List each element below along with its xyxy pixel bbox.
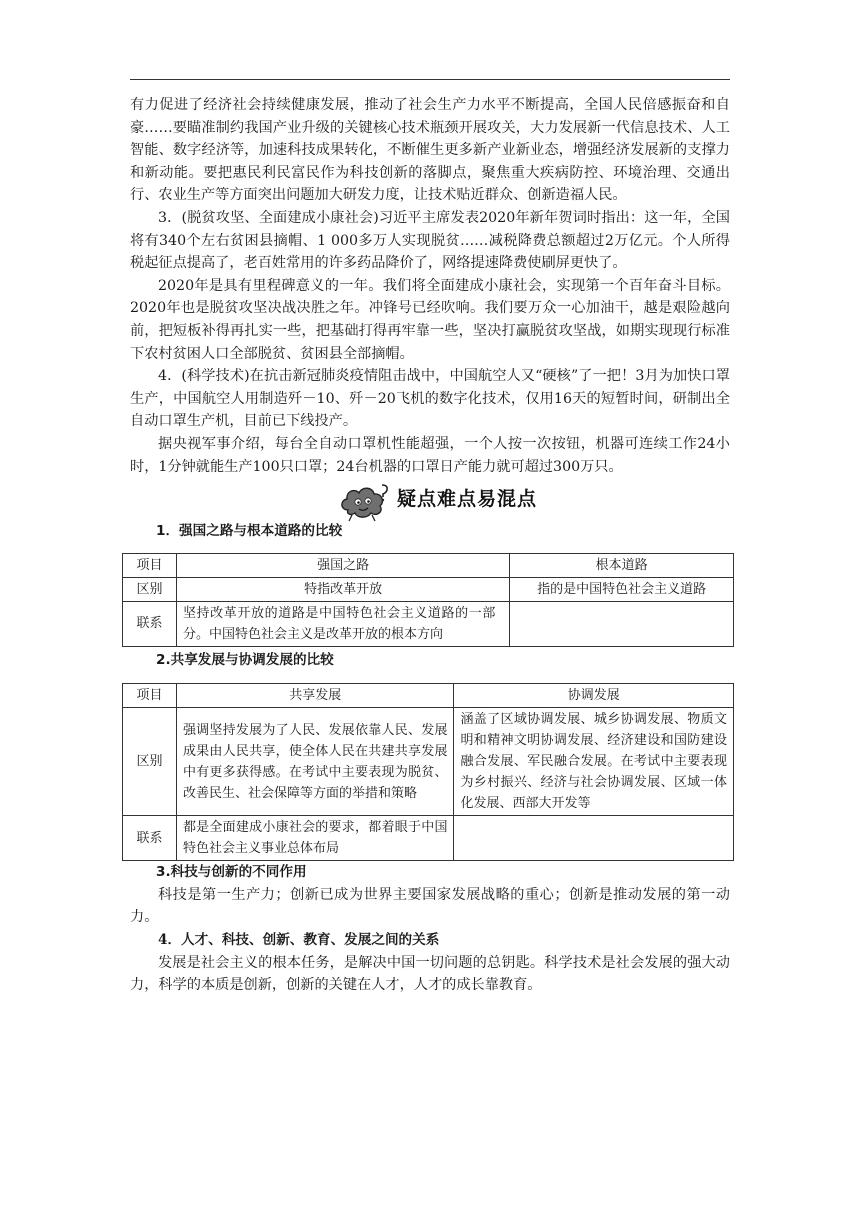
section-1-heading: 1．强国之路与根本道路的比较 [156, 523, 343, 540]
intro-paragraph: 有力促进了经济社会持续健康发展，推动了社会生产力水平不断提高，全国人民倍感振奋和自豪……要瞄准制约我国产业升级的关键核心技术瓶颈开展攻关，大力发展新一代信息技术、人工智能、数字经济等，加速科技成果转化，不断催生更多新产业新业态，增强经济发展新的支撑力和新动能。要把惠民利民富民作为科技创新的落脚点，聚焦重大疾病防控、环境治理、交通出行、农业生产等方面突出问题加大研发力度，让技术贴近群众、创新造福人民。 [130, 97, 730, 204]
comparison-table-1 [122, 553, 734, 647]
table-cell: 区别 [123, 708, 177, 816]
table-cell: 强调坚持发展为了人民、发展依靠人民、发展成果由人民共享，使全体人民在共建共享发展中有更多获得感。在考试中主要表现为脱贫、改善民生、社会保障等方面的举措和策略 [176, 708, 454, 816]
table-header-cell: 项目 [123, 684, 177, 708]
table-row [123, 577, 734, 601]
table-header-cell: 共享发展 [176, 684, 454, 708]
table-cell: 指的是中国特色社会主义道路 [510, 577, 734, 601]
table-cell: 都是全面建成小康社会的要求，都着眼于中国特色社会主义事业总体布局 [176, 816, 454, 861]
comparison-table-2 [122, 683, 734, 861]
table-cell [510, 601, 734, 646]
section-2-heading: 2.共享发展与协调发展的比较 [156, 651, 334, 668]
table-cell [454, 816, 734, 861]
table-header-cell: 根本道路 [510, 553, 734, 577]
table-header-cell: 协调发展 [454, 684, 734, 708]
item-3-paragraph: 3．(脱贫攻坚、全面建成小康社会)习近平主席发表2020年新年贺词时指出：这一年，全国将有340个左右贫困县摘帽、1 000多万人实现脱贫……减税降费总额超过2万亿元。个人所得税起征点提高了，老百姓常用的许多药品降价了，网络提速降费使刷屏更快了。 [130, 209, 730, 272]
table-cell: 坚持改革开放的道路是中国特色社会主义道路的一部分。中国特色社会主义是改革开放的根本方向 [176, 601, 509, 646]
section-3-heading: 3.科技与创新的不同作用 [156, 864, 307, 881]
header-rule [130, 79, 730, 80]
thinking-cloud-icon [338, 482, 390, 522]
table-cell: 联系 [123, 601, 177, 646]
table-header-cell: 项目 [123, 553, 177, 577]
table-row [123, 684, 734, 708]
section-3-text: 科技是第一生产力；创新已成为世界主要国家发展战略的重心；创新是推动发展的第一动力。 [130, 886, 730, 926]
section-4-text: 发展是社会主义的根本任务，是解决中国一切问题的总钥匙。科学技术是社会发展的强大动力，科学的本质是创新，创新的关键在人才，人才的成长靠教育。 [130, 954, 730, 994]
table-row [123, 553, 734, 577]
table-row [123, 708, 734, 816]
table-cell: 特指改革开放 [176, 577, 509, 601]
table-row [123, 601, 734, 646]
table-cell: 涵盖了区域协调发展、城乡协调发展、物质文明和精神文明协调发展、经济建设和国防建设融合发展、军民融合发展。在考试中主要表现为乡村振兴、经济与社会协调发展、区域一体化发展、西部大开发等 [454, 708, 734, 816]
table-row [123, 816, 734, 861]
item-4-paragraph-2: 据央视军事介绍，每台全自动口罩机性能超强，一个人按一次按钮，机器可连续工作24小时，1分钟就能生产100只口罩；24台机器的口罩日产能力就可超过300万只。 [130, 435, 730, 475]
page-body [130, 94, 730, 997]
section-banner [130, 484, 730, 518]
table-cell: 区别 [123, 577, 177, 601]
section-4-heading: 4．人才、科技、创新、教育、发展之间的关系 [158, 932, 440, 949]
table-header-cell: 强国之路 [176, 553, 509, 577]
banner-title: 疑点难点易混点 [397, 488, 538, 511]
table-cell: 联系 [123, 816, 177, 861]
item-4-paragraph: 4．(科学技术)在抗击新冠肺炎疫情阻击战中，中国航空人又“硬核”了一把！3月为加快口罩生产，中国航空人用制造歼－10、歼－20飞机的数字化技术，仅用16天的短暂时间，研制出全自动口罩生产机，目前已下线投产。 [130, 368, 730, 430]
item-3-paragraph-2: 2020年是具有里程碑意义的一年。我们将全面建成小康社会，实现第一个百年奋斗目标。2020年也是脱贫攻坚决战决胜之年。冲锋号已经吹响。我们要万众一心加油干，越是艰险越向前，把短板补得再扎实一些，把基础打得再牢靠一些，坚决打赢脱贫攻坚战，如期实现现行标准下农村贫困人口全部脱贫、贫困县全部摘帽。 [130, 277, 730, 362]
